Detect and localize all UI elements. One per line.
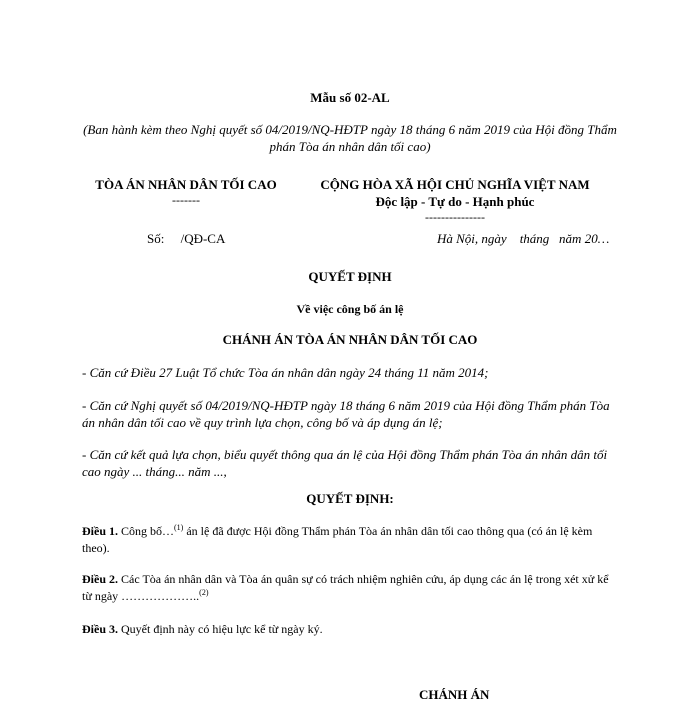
signature-title: CHÁNH ÁN	[419, 687, 490, 702]
article-text: Quyết định này có hiệu lực kể từ ngày ký.	[118, 622, 323, 636]
article-label: Điều 1.	[82, 524, 118, 538]
article-text: Công bố…	[118, 524, 175, 538]
article-2	[82, 571, 620, 605]
court-rule: -------	[172, 193, 200, 207]
place-date: Hà Nội, ngày tháng năm 20…	[437, 231, 610, 246]
form-number: Mẫu số 02-AL	[310, 90, 390, 105]
legal-basis: - Căn cứ Điều 27 Luật Tổ chức Tòa án nhân dân ngày 24 tháng 11 năm 2014;	[82, 365, 489, 380]
article-label: Điều 3.	[82, 622, 118, 636]
footnote-marker: (2)	[199, 588, 209, 597]
issuance-note: (Ban hành kèm theo Nghị quyết số 04/2019/NQ-HĐTP ngày 18 tháng 6 năm 2019 của Hội đồng Thẩm phán Tòa án nhân dân tối cao)	[83, 122, 617, 154]
national-motto: Độc lập - Tự do - Hạnh phúc	[375, 194, 535, 209]
article-label: Điều 2.	[82, 572, 118, 586]
document-subject: Về việc công bố án lệ	[296, 302, 404, 316]
issuer-title: CHÁNH ÁN TÒA ÁN NHÂN DÂN TỐI CAO	[222, 332, 478, 347]
article-text: Các Tòa án nhân dân và Tòa án quân sự có trách nhiệm nghiên cứu, áp dụng các án lệ trong xét xử kể từ ngày ………………..	[82, 572, 609, 603]
document-type: QUYẾT ĐỊNH	[308, 269, 392, 284]
legal-basis: - Căn cứ Nghị quyết số 04/2019/NQ-HĐTP ngày 18 tháng 6 năm 2019 của Hội đồng Thẩm phán Tòa án nhân dân tối cao về quy trình lựa chọn, công bố và áp dụng án lệ;	[82, 398, 610, 430]
legal-basis: - Căn cứ kết quả lựa chọn, biểu quyết thông qua án lệ của Hội đồng Thẩm phán Tòa án nhân dân tối cao ngày ... tháng... năm ...,	[82, 447, 608, 479]
article-text: án lệ đã được Hội đồng Thẩm phán Tòa án nhân dân tối cao thông qua (có án lệ kèm theo).	[82, 524, 593, 555]
footnote-marker: (1)	[174, 523, 184, 532]
court-name: TÒA ÁN NHÂN DÂN TỐI CAO	[95, 177, 277, 192]
national-header	[300, 176, 610, 224]
motto-rule: ---------------	[425, 210, 485, 224]
document-number: Số: /QĐ-CA	[147, 231, 226, 246]
article-1	[82, 523, 620, 557]
article-3	[82, 621, 620, 638]
court-header	[75, 176, 297, 207]
country-name: CỘNG HÒA XÃ HỘI CHỦ NGHĨA VIỆT NAM	[320, 177, 590, 192]
decision-heading: QUYẾT ĐỊNH:	[306, 491, 394, 506]
